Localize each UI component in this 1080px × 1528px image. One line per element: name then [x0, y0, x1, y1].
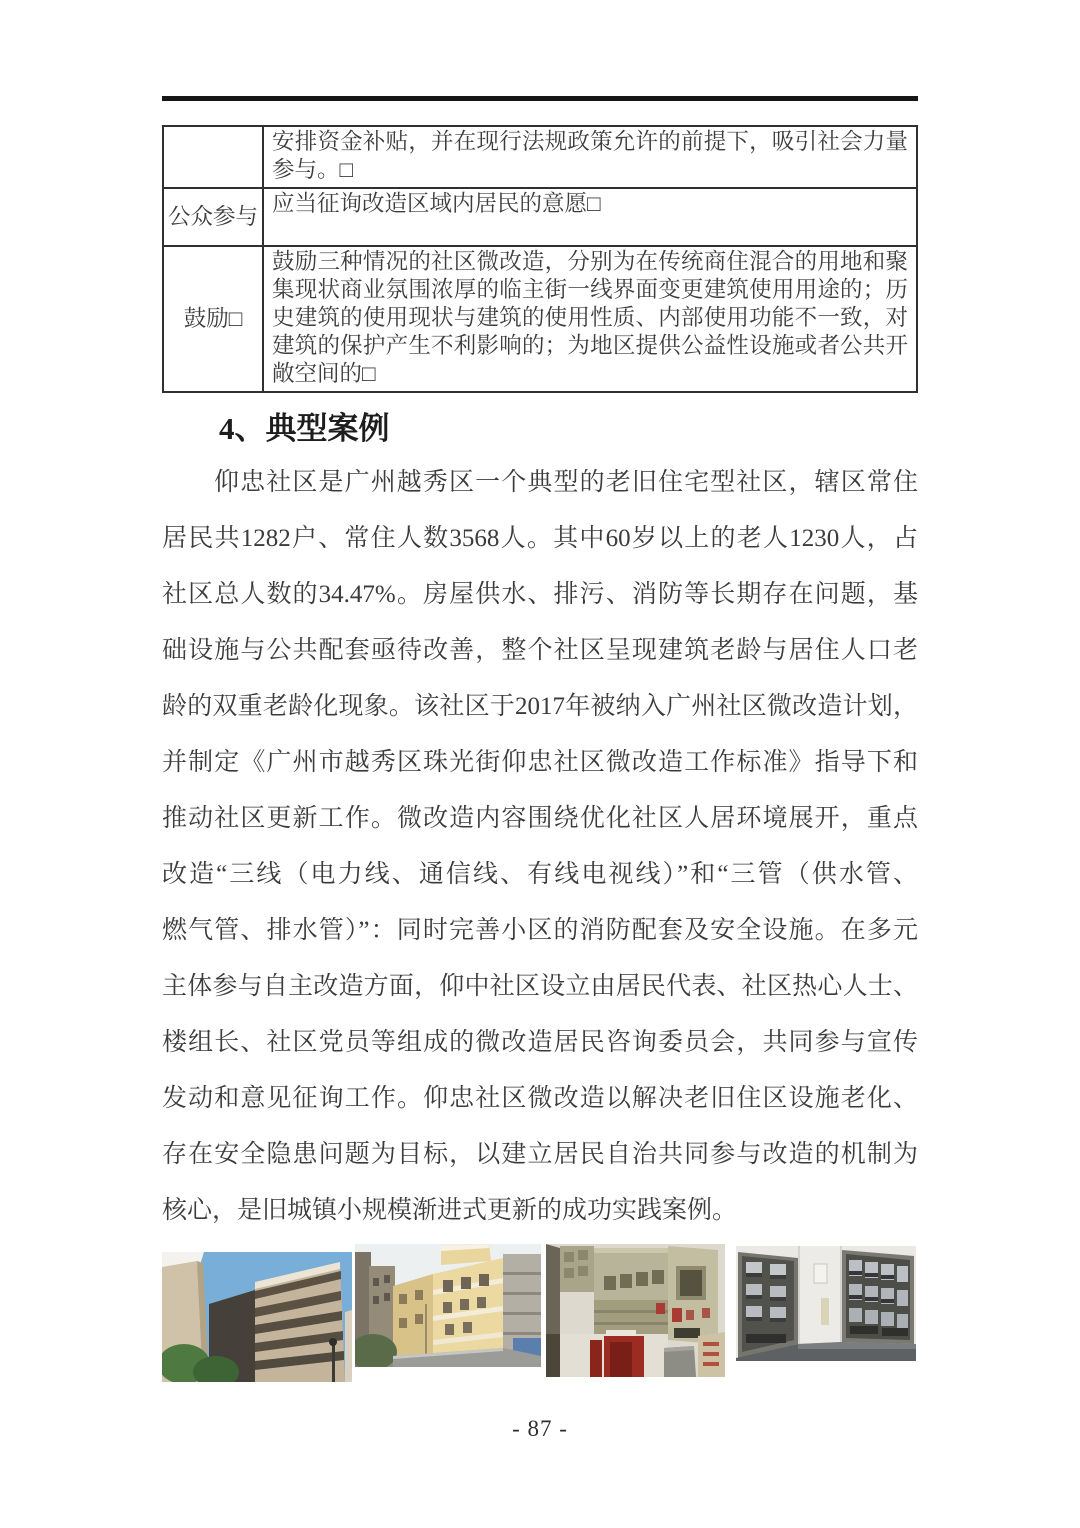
paragraph-line: 龄的双重老龄化现象。该社区于2017年被纳入广州社区微改造计划， [162, 693, 918, 720]
table-row [163, 188, 917, 246]
paragraph-line: 仰忠社区是广州越秀区一个典型的老旧住宅型社区，辖区常住 [214, 469, 918, 496]
page-content [162, 0, 918, 1442]
paragraph-line: 主体参与自主改造方面，仰中社区设立由居民代表、社区热心人士、 [162, 973, 918, 1000]
photo-yellow-building-image [355, 1244, 541, 1367]
photo-electric-meter-boards-image [736, 1246, 916, 1361]
paragraph-line: 改造“三线（电力线、通信线、有线电视线）”和“三管（供水管、 [162, 861, 918, 888]
paragraph-line: 居民共1282户、常住人数3568人。其中60岁以上的老人1230人，占 [162, 525, 918, 552]
paragraph-line: 社区总人数的34.47%。房屋供水、排污、消防等长期存在问题，基 [162, 581, 918, 608]
table-row [163, 246, 917, 392]
table-label-cell [163, 126, 263, 188]
page-number: - 87 - [512, 1416, 568, 1441]
table-content-cell: 鼓励三种情况的社区微改造，分别为在传统商住混合的用地和聚集现状商业氛围浓厚的临主街一线界面变更建筑使用用途的；历史建筑的使用现状与建筑的使用性质、内部使用功能不一致，对建筑的保护产生不利影响的；为地区提供公益性设施或者公共开敞空间的□ [263, 246, 917, 392]
table-row [163, 126, 917, 188]
body-paragraph [162, 455, 918, 1239]
header-rule [162, 96, 918, 101]
table-content-cell: 应当征询改造区域内居民的意愿□ [263, 188, 917, 246]
table-content-cell: 安排资金补贴，并在现行法规政策允许的前提下，吸引社会力量参与。□ [263, 126, 917, 188]
paragraph-line: 核心，是旧城镇小规模渐进式更新的成功实践案例。 [162, 1197, 738, 1224]
table-label-cell: 公众参与 [163, 188, 263, 246]
policy-table [162, 125, 918, 393]
table-label-cell: 鼓励□ [163, 246, 263, 392]
photo-electrical-cabinets-image [546, 1244, 725, 1377]
photo-strip [162, 1244, 918, 1382]
paragraph-line: 燃气管、排水管）”：同时完善小区的消防配套及安全设施。在多元 [162, 917, 918, 944]
section-heading: 4、典型案例 [219, 411, 390, 446]
paragraph-line: 并制定《广州市越秀区珠光街仰忠社区微改造工作标准》指导下和 [162, 749, 918, 776]
paragraph-line: 础设施与公共配套亟待改善，整个社区呈现建筑老龄与居住人口老 [162, 637, 918, 664]
paragraph-line: 发动和意见征询工作。仰忠社区微改造以解决老旧住区设施老化、 [162, 1085, 918, 1112]
paragraph-line: 推动社区更新工作。微改造内容围绕优化社区人居环境展开，重点 [162, 805, 918, 832]
paragraph-line: 楼组长、社区党员等组成的微改造居民咨询委员会，共同参与宣传 [162, 1029, 918, 1056]
paragraph-line: 存在安全隐患问题为目标，以建立居民自治共同参与改造的机制为 [162, 1141, 918, 1168]
photo-old-building-image [162, 1252, 352, 1382]
